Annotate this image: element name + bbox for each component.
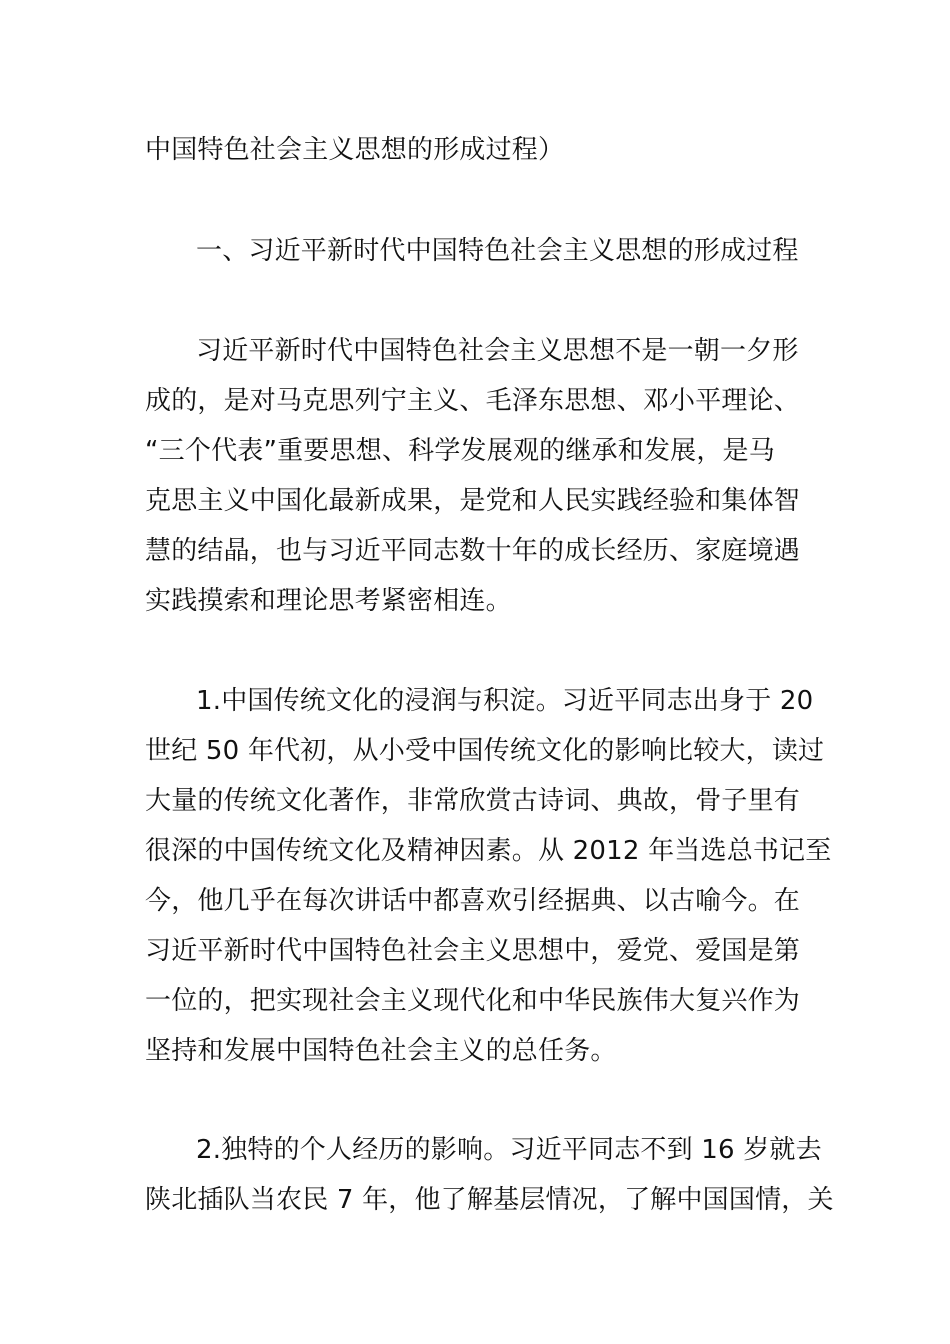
- text-line: 一位的，把实现社会主义现代化和中华民族伟大复兴作为: [145, 986, 801, 1016]
- text-line: 很深的中国传统文化及精神因素。从 2012 年当选总书记至: [145, 836, 832, 866]
- text-line: 中国特色社会主义思想的形成过程）: [145, 135, 565, 165]
- text-line: 习近平新时代中国特色社会主义思想中，爱党、爱国是第: [145, 936, 801, 966]
- text-line: 慧的结晶，也与习近平同志数十年的成长经历、家庭境遇: [145, 536, 801, 566]
- text-line: 坚持和发展中国特色社会主义的总任务。: [145, 1036, 617, 1066]
- text-line: 实践摸索和理论思考紧密相连。: [145, 586, 512, 616]
- text-line: 2.独特的个人经历的影响。习近平同志不到 16 岁就去: [196, 1135, 822, 1165]
- text-line: 成的，是对马克思列宁主义、毛泽东思想、邓小平理论、: [145, 386, 801, 416]
- text-line: 克思主义中国化最新成果，是党和人民实践经验和集体智: [145, 486, 801, 516]
- text-line: 世纪 50 年代初，从小受中国传统文化的影响比较大，读过: [145, 736, 825, 766]
- section-heading: 一、习近平新时代中国特色社会主义思想的形成过程: [196, 236, 799, 266]
- text-line: 大量的传统文化著作，非常欣赏古诗词、典故，骨子里有: [145, 786, 801, 816]
- text-line: 今，他几乎在每次讲话中都喜欢引经据典、以古喻今。在: [145, 886, 801, 916]
- text-line: 1.中国传统文化的浸润与积淀。习近平同志出身于 20: [196, 686, 814, 716]
- text-line: 习近平新时代中国特色社会主义思想不是一朝一夕形: [196, 336, 799, 366]
- text-line: “三个代表”重要思想、科学发展观的继承和发展，是马: [145, 436, 775, 466]
- text-line: 陕北插队当农民 7 年，他了解基层情况，了解中国国情，关: [145, 1185, 834, 1215]
